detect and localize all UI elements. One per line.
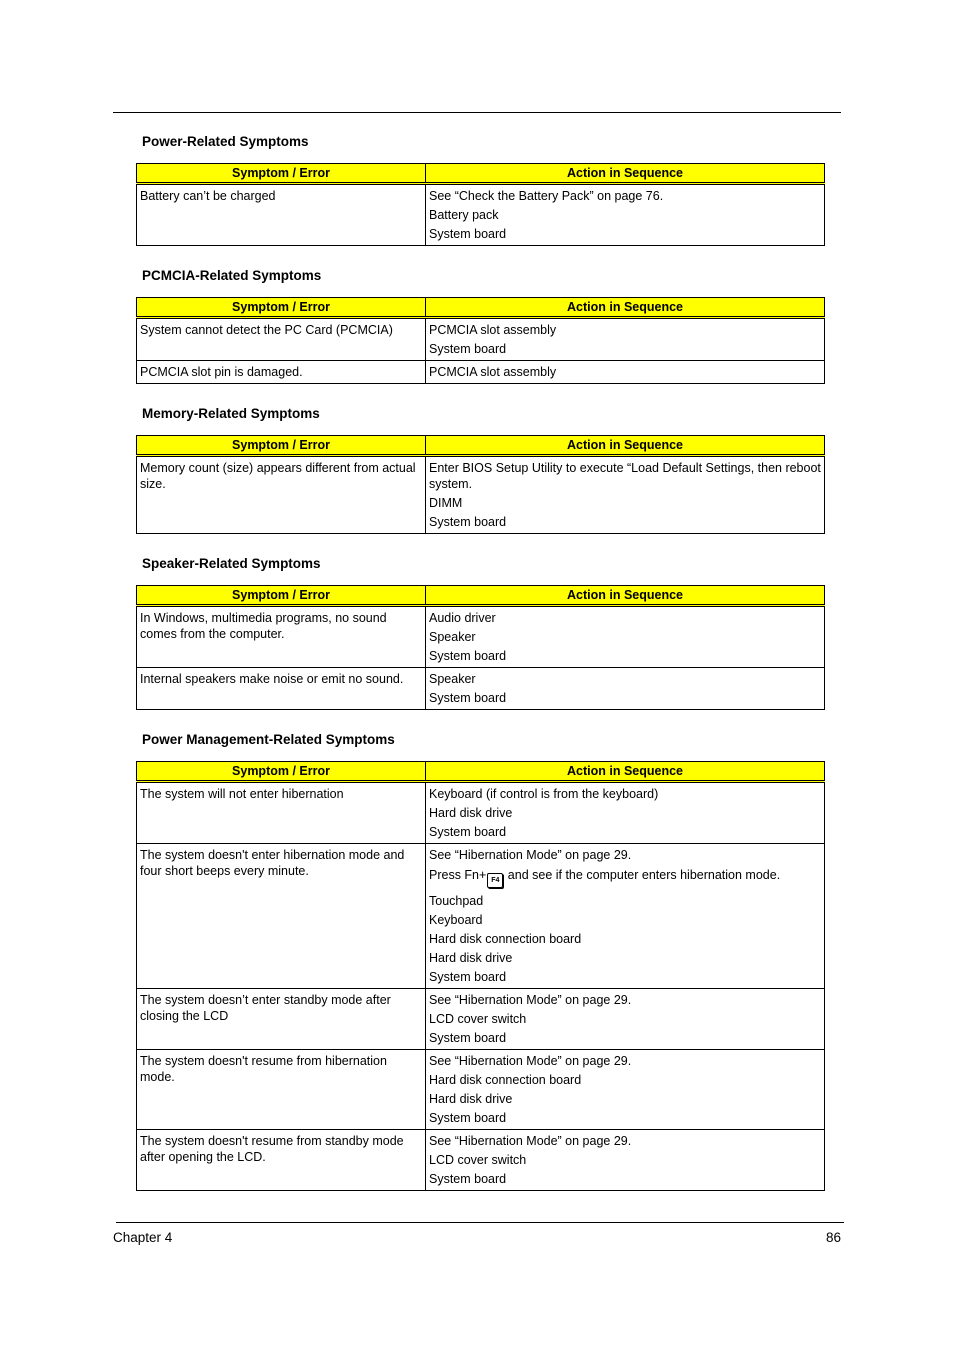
table-header-row [137, 164, 825, 184]
action-step: See “Check the Battery Pack” on page 76. [429, 189, 664, 203]
table-row [137, 456, 825, 534]
table-header-row [137, 762, 825, 782]
symptom-section [136, 406, 824, 534]
action-step: System board [429, 1172, 507, 1186]
header-symptom: Symptom / Error [137, 762, 426, 782]
table-row [137, 844, 825, 989]
action-step: Hard disk drive [429, 806, 513, 820]
header-action: Action in Sequence [426, 436, 825, 456]
action-step: DIMM [429, 496, 463, 510]
action-step: Audio driver [429, 611, 496, 625]
symptom-table [136, 297, 825, 384]
header-rule [113, 112, 841, 113]
action-step: Hard disk drive [429, 951, 513, 965]
symptom-table [136, 585, 825, 710]
header-symptom: Symptom / Error [137, 164, 426, 184]
action-step: See “Hibernation Mode” on page 29. [429, 1054, 632, 1068]
symptom-table [136, 761, 825, 1191]
action-cell [426, 844, 825, 989]
action-cell [426, 989, 825, 1050]
symptom-cell: In Windows, multimedia programs, no sound comes from the computer. [137, 606, 426, 668]
table-row [137, 361, 825, 384]
symptom-cell: System cannot detect the PC Card (PCMCIA) [137, 318, 426, 361]
section-title: Power Management-Related Symptoms [142, 732, 395, 747]
action-cell [426, 1130, 825, 1191]
keypress-before: Press Fn+ [429, 868, 487, 882]
symptom-section [136, 134, 824, 246]
action-step: LCD cover switch [429, 1153, 527, 1167]
table-row [137, 668, 825, 710]
symptom-cell: The system will not enter hibernation [137, 782, 426, 844]
action-step: System board [429, 691, 507, 705]
action-step: Touchpad [429, 894, 484, 908]
action-step: Keyboard (if control is from the keyboard) [429, 787, 659, 801]
action-step: System board [429, 1031, 507, 1045]
action-step: LCD cover switch [429, 1012, 527, 1026]
header-action: Action in Sequence [426, 298, 825, 318]
table-header-row [137, 436, 825, 456]
header-action: Action in Sequence [426, 762, 825, 782]
action-cell [426, 782, 825, 844]
table-row [137, 606, 825, 668]
symptom-section [136, 556, 824, 710]
action-cell [426, 1050, 825, 1130]
action-step: System board [429, 515, 507, 529]
header-symptom: Symptom / Error [137, 586, 426, 606]
symptom-cell: The system doesn't enter hibernation mode and four short beeps every minute. [137, 844, 426, 989]
table-row [137, 318, 825, 361]
action-step: Enter BIOS Setup Utility to execute “Load Default Settings, then reboot system. [429, 461, 821, 491]
header-symptom: Symptom / Error [137, 436, 426, 456]
symptom-cell: The system doesn’t enter standby mode after closing the LCD [137, 989, 426, 1050]
symptom-cell: PCMCIA slot pin is damaged. [137, 361, 426, 384]
action-step: System board [429, 825, 507, 839]
action-step-keypress [429, 867, 821, 888]
footer-rule [116, 1222, 844, 1223]
action-step: PCMCIA slot assembly [429, 365, 557, 379]
header-action: Action in Sequence [426, 586, 825, 606]
section-title: PCMCIA-Related Symptoms [142, 268, 322, 283]
action-step: System board [429, 1111, 507, 1125]
action-step: System board [429, 649, 507, 663]
action-step: System board [429, 227, 507, 241]
action-step: See “Hibernation Mode” on page 29. [429, 1134, 632, 1148]
action-cell [426, 184, 825, 246]
table-header-row [137, 298, 825, 318]
symptom-cell: The system doesn't resume from hibernation mode. [137, 1050, 426, 1130]
footer-chapter: Chapter 4 [113, 1230, 173, 1245]
section-title: Speaker-Related Symptoms [142, 556, 321, 571]
action-step: System board [429, 342, 507, 356]
keypress-after: and see if the computer enters hibernation mode. [504, 868, 781, 882]
symptom-cell: Memory count (size) appears different from actual size. [137, 456, 426, 534]
action-step: Hard disk connection board [429, 932, 582, 946]
f4-key-icon: F4 [487, 873, 503, 888]
action-cell [426, 456, 825, 534]
action-cell [426, 318, 825, 361]
action-step: Keyboard [429, 913, 483, 927]
action-cell [426, 361, 825, 384]
symptom-section [136, 732, 824, 1191]
symptom-cell: Battery can’t be charged [137, 184, 426, 246]
action-cell [426, 668, 825, 710]
action-step: PCMCIA slot assembly [429, 323, 557, 337]
action-step: See “Hibernation Mode” on page 29. [429, 848, 632, 862]
header-symptom: Symptom / Error [137, 298, 426, 318]
symptom-cell: The system doesn't resume from standby mode after opening the LCD. [137, 1130, 426, 1191]
table-header-row [137, 586, 825, 606]
table-row [137, 1130, 825, 1191]
table-row [137, 989, 825, 1050]
footer-page-number: 86 [825, 1230, 841, 1245]
symptom-table [136, 163, 825, 246]
action-step: Battery pack [429, 208, 499, 222]
action-step: Hard disk connection board [429, 1073, 582, 1087]
action-cell [426, 606, 825, 668]
action-step: Speaker [429, 630, 476, 644]
action-step: Hard disk drive [429, 1092, 513, 1106]
action-step: Speaker [429, 672, 476, 686]
header-action: Action in Sequence [426, 164, 825, 184]
table-row [137, 782, 825, 844]
section-title: Power-Related Symptoms [142, 134, 309, 149]
table-row [137, 184, 825, 246]
action-step: System board [429, 970, 507, 984]
symptom-table [136, 435, 825, 534]
table-row [137, 1050, 825, 1130]
section-title: Memory-Related Symptoms [142, 406, 320, 421]
symptom-cell: Internal speakers make noise or emit no sound. [137, 668, 426, 710]
document-body [136, 134, 824, 1213]
symptom-section [136, 268, 824, 384]
action-step: See “Hibernation Mode” on page 29. [429, 993, 632, 1007]
